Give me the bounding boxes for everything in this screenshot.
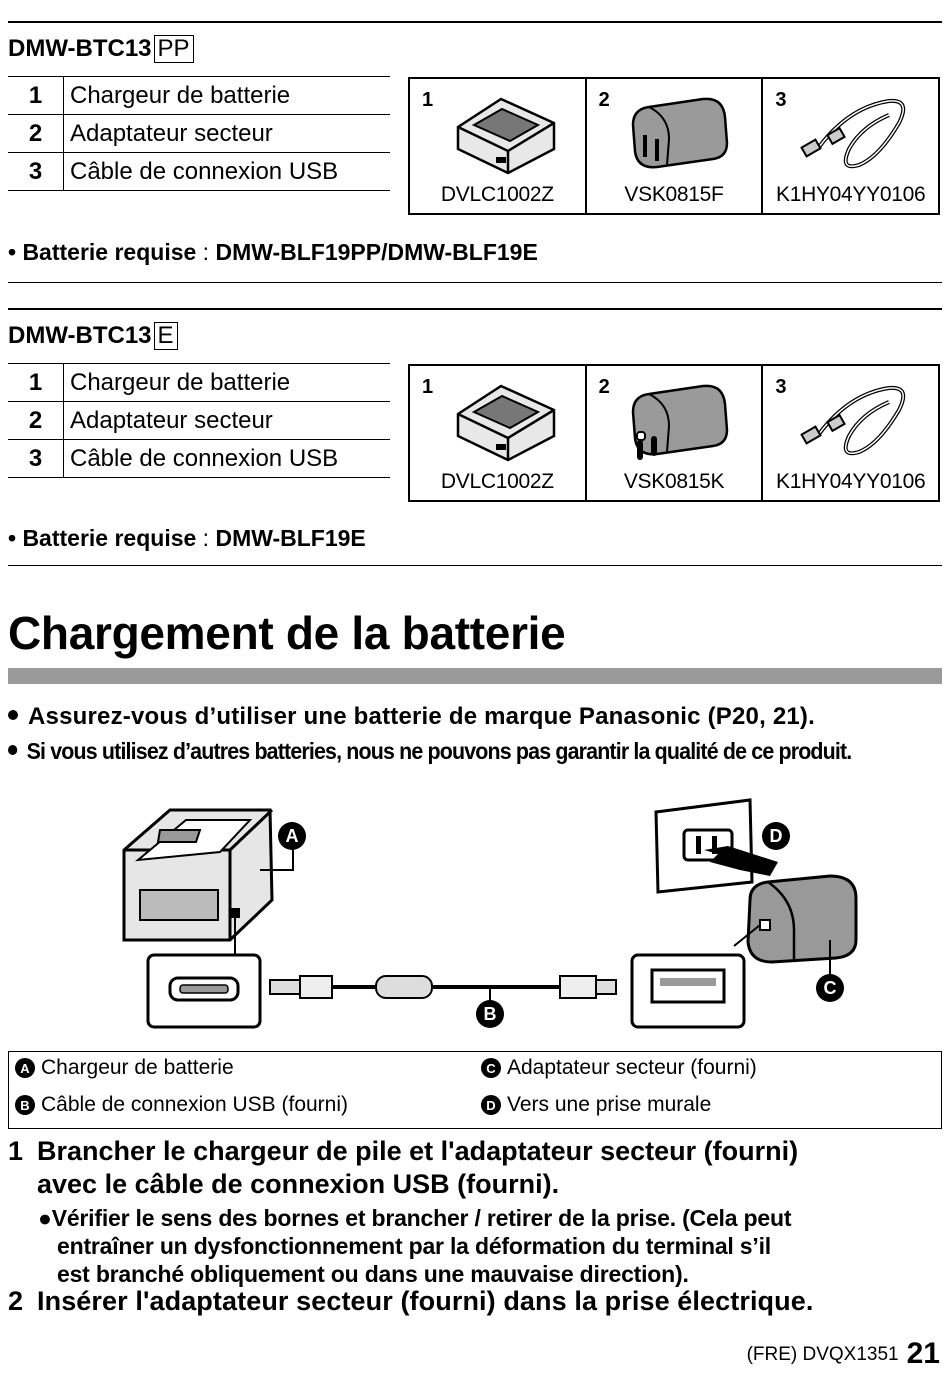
model-title xyxy=(8,322,178,350)
image-cell-usb-cable: 3 K1HY04YY0106 xyxy=(775,89,926,206)
table-row: 1 Chargeur de batterie xyxy=(8,77,390,115)
model-name: DMW-BTC13 xyxy=(8,35,152,62)
accessory-images xyxy=(408,364,940,502)
accessory-table xyxy=(8,363,390,478)
legend-key: A xyxy=(15,1058,35,1078)
callout-c-label: C xyxy=(823,978,837,998)
connection-diagram xyxy=(100,790,880,1040)
page-footer xyxy=(747,1337,940,1371)
accessory-table xyxy=(8,76,390,191)
ac-adapter-icon xyxy=(623,374,743,466)
callout-a-label: A xyxy=(285,826,299,846)
step-1-line-2: avec le câble de connexion USB (fourni). xyxy=(37,1169,560,1199)
bullet-dot xyxy=(8,710,18,720)
section-top-rule xyxy=(8,308,942,310)
model-title xyxy=(8,35,194,63)
usb-cable-illustration xyxy=(270,976,616,1002)
accessory-images xyxy=(408,77,940,215)
table-row: 1 Chargeur de batterie xyxy=(8,364,390,402)
step-2: 2 Insérer l'adaptateur secteur (fourni) dans la prise électrique. xyxy=(8,1286,814,1316)
charger-icon xyxy=(446,87,566,179)
step-1: 1 Brancher le chargeur de pile et l'adaptateur secteur (fourni) xyxy=(8,1136,799,1166)
legend-item: A Chargeur de batterie xyxy=(15,1056,234,1080)
divider xyxy=(8,282,942,283)
region-badge: E xyxy=(154,322,178,350)
ac-adapter-icon xyxy=(623,87,743,179)
legend-key: D xyxy=(481,1095,501,1115)
legend-key: C xyxy=(481,1058,501,1078)
table-row: 2 Adaptateur secteur xyxy=(8,115,390,153)
battery-charger-illustration xyxy=(124,810,293,955)
page-title: Chargement de la batterie xyxy=(8,607,566,659)
ac-adapter-illustration xyxy=(734,876,856,975)
usb-cable-icon xyxy=(799,374,919,466)
battery-requirement: • Batterie requise : DMW-BLF19E xyxy=(8,525,366,551)
battery-requirement: • Batterie requise : DMW-BLF19PP/DMW-BLF19E xyxy=(8,239,538,265)
legend-item: B Câble de connexion USB (fourni) xyxy=(15,1093,348,1117)
step-1-note: ●Vérifier le sens des bornes et brancher / retirer de la prise. (Cela peut entraîner un dysfonctionnement par la déformation du terminal s’il est branché obliquement ou dans une mauvaise direction). xyxy=(38,1205,792,1287)
divider xyxy=(8,565,942,566)
legend-item: D Vers une prise murale xyxy=(481,1093,711,1117)
image-cell-adapter: 2 VSK0815F xyxy=(587,79,764,213)
document-code: (FRE) DVQX1351 xyxy=(746,1344,899,1365)
heading-bar xyxy=(8,668,942,684)
usb-cable-icon xyxy=(799,87,919,179)
legend-key: B xyxy=(15,1095,35,1115)
page-number: 21 xyxy=(906,1337,940,1370)
section-top-rule xyxy=(8,21,942,23)
image-cell-usb-cable: 3 K1HY04YY0106 xyxy=(775,376,926,493)
charger-icon xyxy=(446,374,566,466)
callout-d-label: D xyxy=(769,826,783,846)
table-row: 3 Câble de connexion USB xyxy=(8,153,390,191)
bullet-dot xyxy=(8,745,17,755)
table-row: 2 Adaptateur secteur xyxy=(8,402,390,440)
image-cell-charger: 1 DVLC1002Z xyxy=(410,366,587,500)
callout-b-label: B xyxy=(483,1004,497,1024)
diagram-legend xyxy=(8,1051,942,1129)
note-bullet: Si vous utilisez d’autres batteries, nous ne pouvons pas garantir la qualité de ce produit. xyxy=(8,738,851,765)
image-cell-charger: 1 DVLC1002Z xyxy=(410,79,587,213)
model-name: DMW-BTC13 xyxy=(8,322,152,349)
note-bullet: Assurez-vous d’utiliser une batterie de marque Panasonic (P20, 21). xyxy=(8,703,815,731)
image-cell-adapter: 2 VSK0815K xyxy=(587,366,764,500)
wall-outlet-illustration xyxy=(656,800,778,892)
legend-item: C Adaptateur secteur (fourni) xyxy=(481,1056,757,1080)
table-row: 3 Câble de connexion USB xyxy=(8,440,390,478)
region-badge: PP xyxy=(154,35,194,63)
